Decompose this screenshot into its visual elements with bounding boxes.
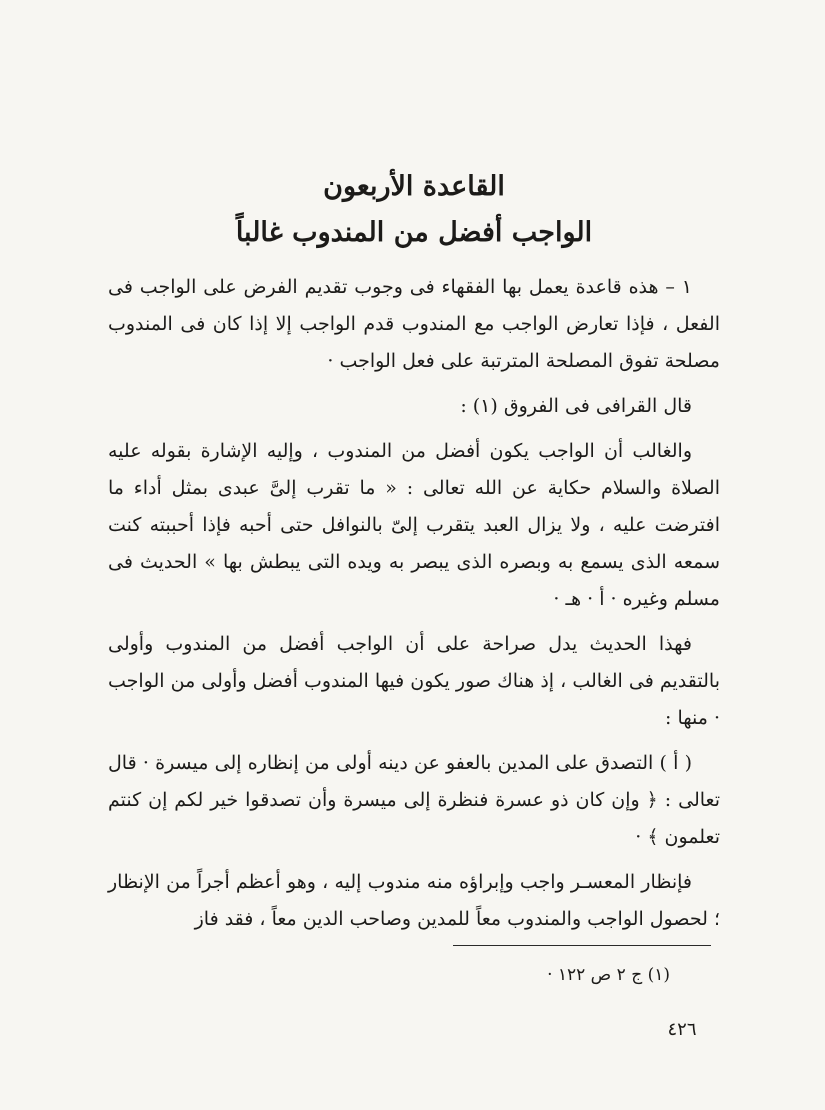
page-number: ٤٢٦	[667, 1019, 697, 1040]
paragraph-hadith: والغالب أن الواجب يكون أفضل من المندوب ، وإليه الإشارة بقوله عليه الصلاة والسلام حكاية عن الله تعالى : « ما تقرب إلىَّ عبدى بمثل أداء ما افترضت عليه ، ولا يزال العبد يتقرب إلىّ بالنوافل حتى أحبه فإذا أحببته كنت سمعه الذى يسمع به وبصره الذى يبصر به ويده التى يبطش بها » الحديث فى مسلم وغيره · أ · هـ ·	[108, 440, 720, 610]
footnote-divider	[453, 945, 711, 946]
paragraph-explanation: فهذا الحديث يدل صراحة على أن الواجب أفضل من المندوب وأولى بالتقديم فى الغالب ، إذ هناك صور يكون فيها المندوب أفضل وأولى من الواجب · منها :	[108, 633, 720, 729]
rule-subtitle: الواجب أفضل من المندوب غالباً	[235, 217, 593, 248]
page-body	[108, 165, 720, 946]
paragraph-intro: ١ – هذه قاعدة يعمل بها الفقهاء فى وجوب تقديم الفرض على الواجب فى الفعل ، فإذا تعارض الواجب مع المندوب قدم الواجب إلا إذا كان فى المندوب مصلحة تفوق المصلحة المترتبة على فعل الواجب ·	[108, 276, 720, 372]
rule-title: القاعدة الأربعون	[323, 171, 505, 202]
paragraph-example-a: ( أ ) التصدق على المدين بالعفو عن دينه أولى من إنظاره إلى ميسرة · قال تعالى : ﴿ وإن كان ذو عسرة فنظرة إلى ميسرة وأن تصدقوا خير لكم إن كنتم تعلمون ﴾ ·	[108, 752, 720, 848]
footnote: (١) ج ٢ ص ١٢٢ ·	[547, 965, 670, 985]
paragraph-continuation: فإنظار المعسـر واجب وإبراؤه منه مندوب إليه ، وهو أعظم أجراً من الإنظار ؛ لحصول الواجب والمندوب معاً للمدين وصاحب الدين معاً ، فقد فاز	[108, 871, 720, 930]
paragraph-qarafi-citation: قال القرافى فى الفروق (١) :	[460, 395, 692, 417]
